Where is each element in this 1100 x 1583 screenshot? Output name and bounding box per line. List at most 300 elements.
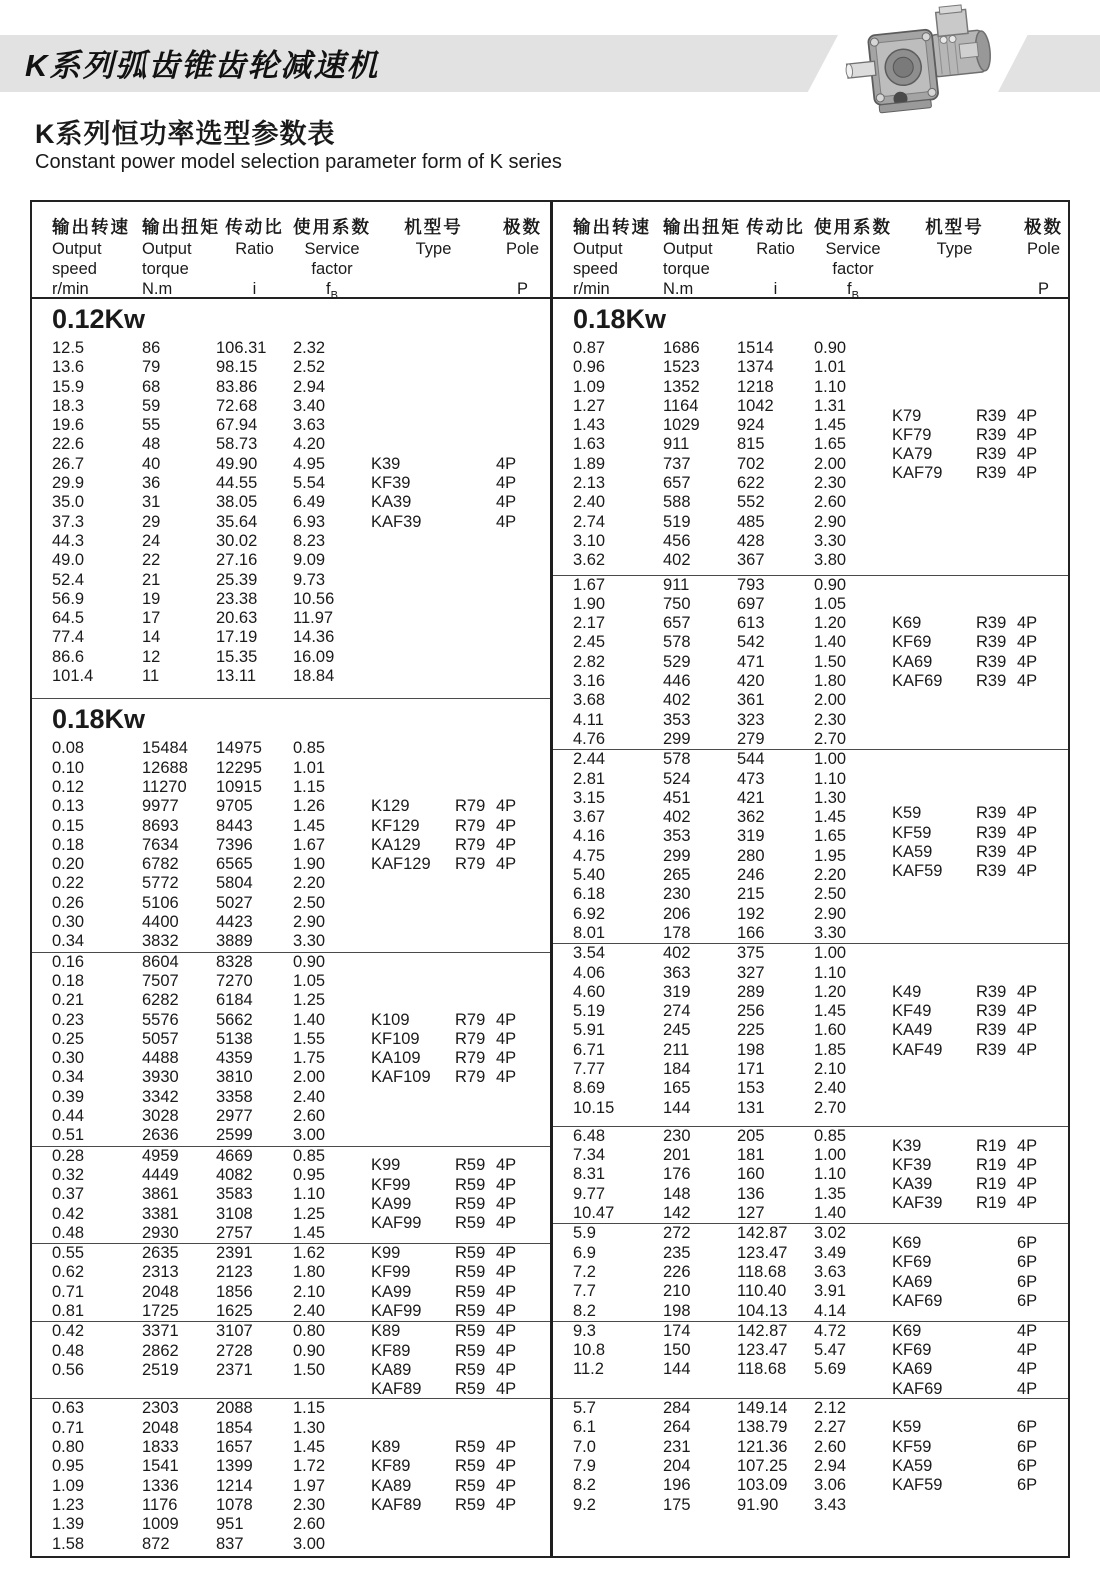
factor-cell: 1.10 bbox=[293, 1185, 326, 1204]
speed-cell: 4.60 bbox=[573, 982, 606, 1001]
type-model: KF49 bbox=[892, 1002, 932, 1021]
speed-cell: 0.39 bbox=[52, 1087, 85, 1106]
type-row bbox=[892, 1380, 1066, 1399]
torque-cell: 1176 bbox=[142, 1495, 178, 1514]
header-unit-type bbox=[892, 279, 1017, 299]
torque-cell: 2636 bbox=[142, 1126, 179, 1145]
speed-cell: 0.81 bbox=[52, 1301, 85, 1320]
type-model: KA49 bbox=[892, 1021, 933, 1040]
speed-cell: 101.4 bbox=[52, 667, 94, 686]
factor-cell: 1.95 bbox=[814, 846, 847, 865]
factor-cell: 2.20 bbox=[293, 874, 326, 893]
type-suffix: R39 bbox=[976, 406, 1007, 425]
type-model: KAF49 bbox=[892, 1040, 943, 1059]
speed-cell: 7.34 bbox=[573, 1146, 606, 1165]
pole-value: 4P bbox=[496, 1175, 517, 1194]
torque-cell: 353 bbox=[663, 710, 691, 729]
speed-cell: 4.06 bbox=[573, 963, 606, 982]
header-en2-torque: torque bbox=[142, 260, 189, 278]
type-row bbox=[371, 1342, 548, 1361]
speed-cell: 52.4 bbox=[52, 570, 85, 589]
speed-cell: 22.6 bbox=[52, 435, 85, 454]
factor-cell: 3.43 bbox=[814, 1495, 847, 1514]
speed-cell: 0.08 bbox=[52, 739, 85, 758]
ratio-cell: 142.87 bbox=[737, 1224, 788, 1243]
factor-cell: 1.30 bbox=[814, 788, 847, 807]
table-row bbox=[52, 378, 550, 397]
factor-cell: 2.00 bbox=[293, 1068, 326, 1087]
factor-cell: 5.47 bbox=[814, 1341, 847, 1360]
pole-value: 4P bbox=[496, 855, 517, 874]
type-suffix: R59 bbox=[455, 1214, 486, 1233]
type-row bbox=[892, 1457, 1066, 1476]
speed-cell: 29.9 bbox=[52, 474, 85, 493]
pole-value: 4P bbox=[1017, 614, 1038, 633]
header-en1-ratio: Ratio bbox=[756, 240, 795, 258]
speed-cell: 0.30 bbox=[52, 913, 85, 932]
pole-value: 4P bbox=[1017, 1002, 1038, 1021]
ratio-cell: 103.09 bbox=[737, 1476, 788, 1495]
torque-cell: 204 bbox=[663, 1456, 691, 1475]
table-row bbox=[52, 571, 550, 590]
table-row bbox=[573, 924, 1068, 943]
torque-cell: 144 bbox=[663, 1360, 691, 1379]
header-cn-pole: 极数 bbox=[1024, 217, 1063, 237]
torque-cell: 402 bbox=[663, 808, 691, 827]
pole-value: 4P bbox=[496, 1029, 517, 1048]
header-en1-factor: Service bbox=[825, 240, 881, 258]
speed-cell: 0.32 bbox=[52, 1165, 85, 1184]
type-row bbox=[371, 1477, 548, 1496]
factor-cell: 2.60 bbox=[814, 493, 847, 512]
speed-cell: 0.23 bbox=[52, 1010, 85, 1029]
ratio-cell: 5027 bbox=[216, 893, 253, 912]
ratio-cell: 5138 bbox=[216, 1029, 253, 1048]
factor-cell: 2.50 bbox=[293, 893, 326, 912]
type-suffix: R59 bbox=[455, 1301, 486, 1320]
ratio-cell: 106.31 bbox=[216, 339, 267, 357]
factor-cell: 1.45 bbox=[293, 1438, 326, 1457]
header-unit-factor: $f_B$ bbox=[847, 280, 859, 302]
factor-cell: 1.40 bbox=[814, 633, 847, 652]
speed-cell: 4.11 bbox=[573, 710, 604, 729]
header-en2-ratio bbox=[737, 259, 814, 279]
speed-cell: 6.1 bbox=[573, 1418, 596, 1437]
pole-value: 4P bbox=[496, 1156, 517, 1175]
ratio-cell: 14975 bbox=[216, 739, 262, 758]
speed-cell: 0.42 bbox=[52, 1322, 85, 1341]
table-row bbox=[52, 972, 550, 991]
torque-cell: 3930 bbox=[142, 1068, 179, 1087]
type-model: K79 bbox=[892, 406, 922, 425]
speed-cell: 8.2 bbox=[573, 1476, 596, 1495]
gear-reducer-image bbox=[845, 4, 1015, 116]
torque-cell: 274 bbox=[663, 1002, 691, 1021]
type-model: KAF129 bbox=[371, 855, 431, 874]
speed-cell: 11.2 bbox=[573, 1360, 604, 1379]
table-row bbox=[52, 759, 550, 778]
banner-title: K系列弧齿锥齿轮减速机 bbox=[25, 48, 380, 83]
ratio-cell: 138.79 bbox=[737, 1418, 788, 1437]
header-col-factor bbox=[293, 202, 371, 302]
factor-cell: 1.10 bbox=[814, 377, 847, 396]
pole-value: 4P bbox=[496, 474, 517, 493]
factor-cell: 1.15 bbox=[293, 777, 326, 796]
type-row bbox=[892, 1273, 1066, 1292]
factor-cell: 0.80 bbox=[293, 1322, 326, 1341]
table-row bbox=[573, 964, 1068, 983]
torque-cell: 750 bbox=[663, 594, 691, 613]
type-row bbox=[371, 1176, 548, 1195]
pole-value: 4P bbox=[1017, 1021, 1038, 1040]
table-row bbox=[573, 905, 1068, 924]
ratio-cell: 44.55 bbox=[216, 474, 258, 493]
torque-cell: 1833 bbox=[142, 1438, 179, 1457]
table-row bbox=[573, 691, 1068, 710]
type-model: KAF99 bbox=[371, 1214, 422, 1233]
type-row bbox=[892, 1292, 1066, 1311]
type-row bbox=[371, 1283, 548, 1302]
factor-cell: 9.73 bbox=[293, 570, 326, 589]
ratio-cell: 12295 bbox=[216, 758, 262, 777]
type-group bbox=[892, 1322, 1066, 1399]
ratio-cell: 367 bbox=[737, 551, 765, 570]
factor-cell: 0.90 bbox=[814, 575, 847, 594]
torque-cell: 1352 bbox=[663, 377, 700, 396]
type-group bbox=[371, 1438, 548, 1515]
speed-cell: 49.0 bbox=[52, 551, 85, 570]
factor-cell: 2.40 bbox=[814, 1079, 847, 1098]
torque-cell: 210 bbox=[663, 1282, 691, 1301]
ratio-cell: 613 bbox=[737, 614, 765, 633]
speed-cell: 10.47 bbox=[573, 1204, 615, 1223]
factor-cell: 1.50 bbox=[293, 1360, 326, 1379]
factor-cell: 10.56 bbox=[293, 589, 335, 608]
ratio-cell: 27.16 bbox=[216, 551, 258, 570]
ratio-cell: 8443 bbox=[216, 816, 253, 835]
type-model: KAF69 bbox=[892, 672, 943, 691]
type-row bbox=[892, 464, 1066, 483]
speed-cell: 5.9 bbox=[573, 1224, 596, 1243]
type-model: KF89 bbox=[371, 1341, 411, 1360]
header-en2-torque: torque bbox=[663, 260, 710, 278]
torque-cell: 3381 bbox=[142, 1204, 179, 1223]
ratio-cell: 702 bbox=[737, 454, 765, 473]
speed-cell: 64.5 bbox=[52, 609, 85, 628]
torque-cell: 86 bbox=[142, 339, 161, 357]
pole-value: 6P bbox=[1017, 1291, 1038, 1310]
power-section bbox=[32, 299, 550, 698]
pole-value: 4P bbox=[496, 493, 517, 512]
pole-value: 4P bbox=[1017, 1321, 1038, 1340]
factor-cell: 3.49 bbox=[814, 1243, 847, 1262]
torque-cell: 184 bbox=[663, 1059, 691, 1078]
table-row bbox=[52, 739, 550, 758]
type-suffix: R39 bbox=[976, 445, 1007, 464]
torque-cell: 178 bbox=[663, 923, 691, 942]
header-cn-speed: 输出转速 bbox=[52, 217, 130, 237]
pole-value: 6P bbox=[1017, 1476, 1038, 1495]
header-col-pole bbox=[496, 202, 549, 299]
type-group bbox=[371, 797, 548, 874]
table-row bbox=[52, 358, 550, 377]
factor-cell: 1.45 bbox=[814, 416, 847, 435]
parameter-table bbox=[30, 200, 1070, 1558]
torque-cell: 176 bbox=[663, 1165, 691, 1184]
factor-cell: 1.35 bbox=[814, 1184, 847, 1203]
torque-cell: 272 bbox=[663, 1224, 691, 1243]
header-cn-torque: 输出扭矩 bbox=[142, 217, 220, 237]
header-unit-type bbox=[371, 279, 496, 299]
ratio-cell: 1218 bbox=[737, 377, 774, 396]
factor-cell: 1.00 bbox=[814, 1146, 847, 1165]
type-row bbox=[892, 1002, 1066, 1021]
pole-value: 6P bbox=[1017, 1234, 1038, 1252]
speed-cell: 0.16 bbox=[52, 952, 85, 971]
factor-cell: 2.60 bbox=[814, 1437, 847, 1456]
speed-cell: 0.25 bbox=[52, 1029, 85, 1048]
ratio-cell: 1854 bbox=[216, 1418, 253, 1437]
type-model: KF59 bbox=[892, 823, 932, 842]
factor-cell: 1.10 bbox=[814, 769, 847, 788]
ratio-cell: 121.36 bbox=[737, 1437, 788, 1456]
torque-cell: 1523 bbox=[663, 358, 700, 377]
factor-cell: 3.91 bbox=[814, 1282, 847, 1301]
torque-cell: 235 bbox=[663, 1243, 691, 1262]
type-model: KA59 bbox=[892, 842, 933, 861]
type-suffix: R39 bbox=[976, 804, 1007, 823]
ratio-cell: 110.40 bbox=[737, 1282, 787, 1301]
type-model: KAF69 bbox=[892, 1379, 943, 1398]
factor-cell: 3.40 bbox=[293, 396, 326, 415]
speed-cell: 5.40 bbox=[573, 866, 606, 885]
ratio-cell: 3107 bbox=[216, 1322, 253, 1341]
ratio-cell: 58.73 bbox=[216, 435, 258, 454]
ratio-cell: 319 bbox=[737, 827, 765, 846]
factor-cell: 1.80 bbox=[293, 1263, 326, 1282]
header-en2-speed: speed bbox=[52, 260, 97, 278]
speed-cell: 7.2 bbox=[573, 1262, 596, 1281]
ratio-cell: 421 bbox=[737, 788, 765, 807]
factor-cell: 1.26 bbox=[293, 797, 326, 816]
pole-value: 4P bbox=[496, 797, 517, 816]
speed-cell: 0.51 bbox=[52, 1126, 85, 1145]
table-block bbox=[553, 943, 1068, 1126]
torque-cell: 7634 bbox=[142, 835, 179, 854]
table-row bbox=[573, 750, 1068, 769]
factor-cell: 4.14 bbox=[814, 1301, 847, 1320]
torque-cell: 5772 bbox=[142, 874, 179, 893]
type-model: KF69 bbox=[892, 1253, 932, 1272]
factor-cell: 1.55 bbox=[293, 1029, 326, 1048]
type-model: KA39 bbox=[892, 1175, 933, 1194]
ratio-cell: 123.47 bbox=[737, 1341, 788, 1360]
speed-cell: 0.21 bbox=[52, 991, 85, 1010]
ratio-cell: 544 bbox=[737, 750, 765, 769]
type-suffix: R59 bbox=[455, 1495, 486, 1514]
factor-cell: 2.60 bbox=[293, 1515, 326, 1534]
factor-cell: 3.00 bbox=[293, 1126, 326, 1145]
torque-cell: 36 bbox=[142, 474, 161, 493]
speed-cell: 2.45 bbox=[573, 633, 606, 652]
type-suffix: R39 bbox=[976, 464, 1007, 483]
speed-cell: 0.22 bbox=[52, 874, 85, 893]
type-model: KF109 bbox=[371, 1029, 420, 1048]
factor-cell: 1.20 bbox=[814, 982, 847, 1001]
type-suffix: R39 bbox=[976, 823, 1007, 842]
table-row bbox=[573, 1099, 1068, 1118]
header-unit-pole: P bbox=[1037, 280, 1049, 298]
torque-cell: 31 bbox=[142, 493, 161, 512]
speed-cell: 0.42 bbox=[52, 1204, 85, 1223]
type-row bbox=[892, 426, 1066, 445]
factor-cell: 1.15 bbox=[293, 1399, 326, 1418]
torque-cell: 231 bbox=[663, 1437, 691, 1456]
header-en2-speed: speed bbox=[573, 260, 618, 278]
factor-cell: 1.25 bbox=[293, 1204, 326, 1223]
ratio-cell: 361 bbox=[737, 691, 765, 710]
speed-cell: 0.63 bbox=[52, 1399, 85, 1418]
speed-cell: 13.6 bbox=[52, 358, 85, 377]
speed-cell: 18.3 bbox=[52, 396, 85, 415]
torque-cell: 175 bbox=[663, 1495, 691, 1514]
type-row bbox=[892, 804, 1066, 823]
type-suffix: R39 bbox=[976, 633, 1007, 652]
factor-cell: 1.40 bbox=[293, 1010, 326, 1029]
torque-cell: 24 bbox=[142, 531, 161, 550]
power-label: 0.18Kw bbox=[573, 304, 667, 334]
table-row bbox=[573, 358, 1068, 377]
header-en2-factor: factor bbox=[311, 260, 353, 278]
type-row bbox=[371, 513, 548, 532]
ratio-cell: 6565 bbox=[216, 855, 253, 874]
ratio-cell: 3889 bbox=[216, 932, 253, 951]
type-model: KA89 bbox=[371, 1476, 412, 1495]
torque-cell: 230 bbox=[663, 885, 691, 904]
speed-cell: 2.81 bbox=[573, 769, 606, 788]
torque-cell: 265 bbox=[663, 866, 691, 885]
type-suffix: R19 bbox=[976, 1194, 1007, 1213]
type-model: KAF99 bbox=[371, 1301, 422, 1320]
factor-cell: 9.09 bbox=[293, 551, 326, 570]
pole-value: 4P bbox=[1017, 862, 1038, 881]
type-row bbox=[371, 1322, 548, 1341]
pole-value: 4P bbox=[496, 1194, 517, 1213]
ratio-cell: 171 bbox=[737, 1059, 765, 1078]
table-half-right bbox=[550, 202, 1068, 1556]
ratio-cell: 542 bbox=[737, 633, 765, 652]
speed-cell: 9.77 bbox=[573, 1184, 606, 1203]
type-group bbox=[371, 455, 548, 532]
type-model: K39 bbox=[371, 454, 401, 473]
speed-cell: 4.16 bbox=[573, 827, 606, 846]
type-row bbox=[892, 1041, 1066, 1060]
ratio-cell: 2391 bbox=[216, 1244, 253, 1263]
header-en1-pole: Pole bbox=[505, 240, 540, 258]
ratio-cell: 127 bbox=[737, 1204, 765, 1223]
type-row bbox=[892, 1438, 1066, 1457]
torque-cell: 198 bbox=[663, 1301, 691, 1320]
ratio-cell: 420 bbox=[737, 672, 765, 691]
factor-cell: 3.02 bbox=[814, 1224, 847, 1243]
torque-cell: 6282 bbox=[142, 991, 179, 1010]
speed-cell: 15.9 bbox=[52, 377, 85, 396]
factor-cell: 2.00 bbox=[814, 454, 847, 473]
ratio-cell: 2123 bbox=[216, 1263, 253, 1282]
type-model: KF99 bbox=[371, 1175, 411, 1194]
torque-cell: 226 bbox=[663, 1262, 691, 1281]
factor-cell: 2.70 bbox=[814, 729, 847, 748]
torque-cell: 230 bbox=[663, 1126, 691, 1145]
ratio-cell: 17.19 bbox=[216, 628, 258, 647]
torque-cell: 15484 bbox=[142, 739, 188, 758]
header-en2-pole bbox=[496, 259, 549, 279]
torque-cell: 319 bbox=[663, 982, 691, 1001]
type-model: KAF89 bbox=[371, 1380, 422, 1399]
torque-cell: 142 bbox=[663, 1204, 691, 1223]
type-model: KAF69 bbox=[892, 1291, 943, 1310]
table-block bbox=[32, 739, 550, 951]
speed-cell: 7.77 bbox=[573, 1059, 606, 1078]
factor-cell: 1.60 bbox=[814, 1021, 847, 1040]
speed-cell: 3.68 bbox=[573, 691, 606, 710]
type-suffix: R59 bbox=[455, 1360, 486, 1379]
ratio-cell: 131 bbox=[737, 1098, 765, 1117]
speed-cell: 4.76 bbox=[573, 729, 606, 748]
type-group bbox=[892, 407, 1066, 484]
speed-cell: 0.87 bbox=[573, 339, 606, 357]
torque-cell: 872 bbox=[142, 1534, 170, 1553]
torque-cell: 353 bbox=[663, 827, 691, 846]
table-row bbox=[52, 551, 550, 570]
ratio-cell: 104.13 bbox=[737, 1301, 788, 1320]
torque-cell: 2313 bbox=[142, 1263, 179, 1282]
ratio-cell: 697 bbox=[737, 594, 765, 613]
table-row bbox=[52, 667, 550, 686]
type-row bbox=[371, 1214, 548, 1233]
speed-cell: 1.90 bbox=[573, 594, 606, 613]
table-row bbox=[52, 648, 550, 667]
torque-cell: 1725 bbox=[142, 1301, 179, 1320]
ratio-cell: 67.94 bbox=[216, 416, 258, 435]
factor-cell: 2.30 bbox=[293, 1495, 326, 1514]
torque-cell: 14 bbox=[142, 628, 161, 647]
table-row bbox=[573, 576, 1068, 595]
ratio-cell: 160 bbox=[737, 1165, 765, 1184]
ratio-cell: 8328 bbox=[216, 952, 253, 971]
speed-cell: 2.13 bbox=[573, 474, 606, 493]
ratio-cell: 91.90 bbox=[737, 1495, 779, 1514]
torque-cell: 12688 bbox=[142, 758, 188, 777]
type-model: K59 bbox=[892, 1418, 922, 1437]
speed-cell: 3.15 bbox=[573, 788, 606, 807]
torque-cell: 21 bbox=[142, 570, 161, 589]
type-suffix: R39 bbox=[976, 862, 1007, 881]
ratio-cell: 205 bbox=[737, 1126, 765, 1145]
pole-value: 6P bbox=[1017, 1418, 1038, 1437]
ratio-cell: 20.63 bbox=[216, 609, 258, 628]
factor-cell: 8.23 bbox=[293, 531, 326, 550]
speed-cell: 8.31 bbox=[573, 1165, 606, 1184]
ratio-cell: 98.15 bbox=[216, 358, 258, 377]
table-row bbox=[52, 1419, 550, 1438]
factor-cell: 2.12 bbox=[814, 1399, 847, 1418]
header-unit-ratio: i bbox=[252, 280, 257, 298]
factor-cell: 1.40 bbox=[814, 1204, 847, 1223]
type-model: KA99 bbox=[371, 1282, 412, 1301]
table-row bbox=[573, 378, 1068, 397]
type-group bbox=[371, 1156, 548, 1233]
